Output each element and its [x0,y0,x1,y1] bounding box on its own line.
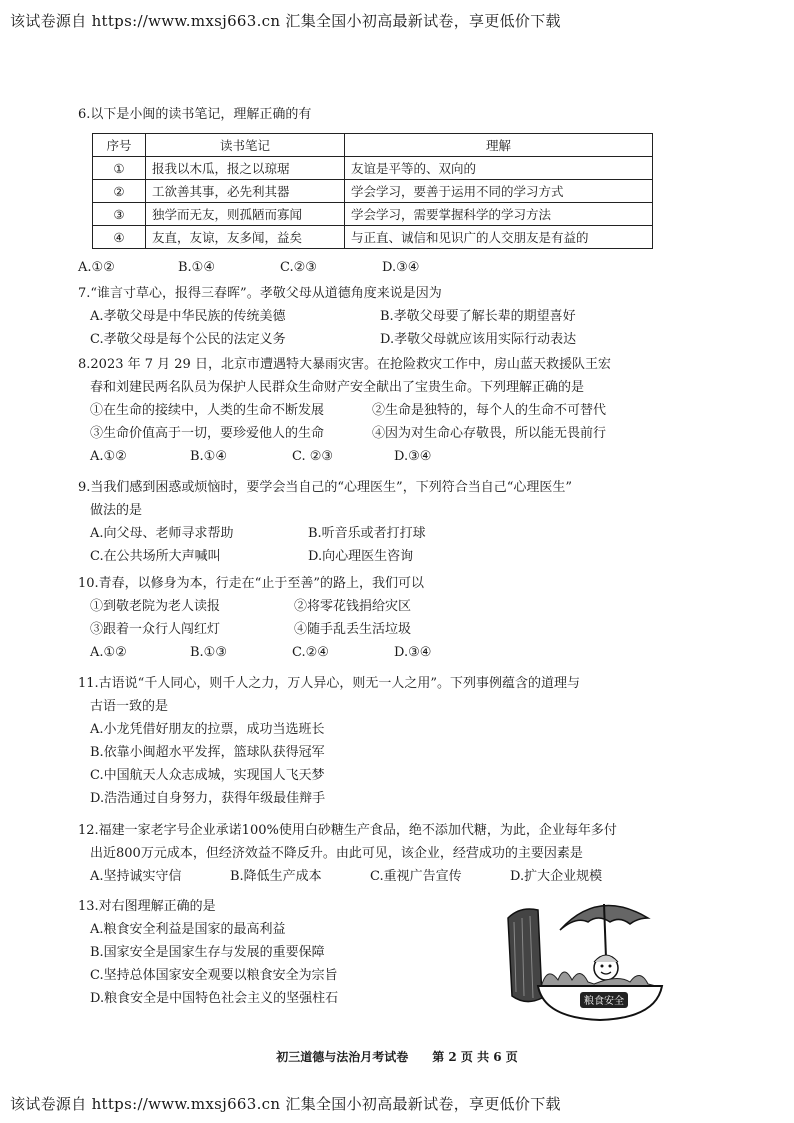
option-a: A.①② [78,260,115,275]
option-a: A.坚持诚实守信 [90,869,182,884]
statement-2: ②生命是独特的，每个人的生命不可替代 [372,403,607,418]
table-row: ④ 友直，友谅，友多闻，益矣 与正直、诚信和见识广的人交朋友是有益的 [93,226,653,249]
option-b: B.①③ [190,645,227,660]
question-10 [78,572,754,664]
option-a: A.孝敬父母是中华民族的传统美德 [90,309,286,324]
table-row: ③ 独学而无友，则孤陋而寡闻 学会学习，需要掌握科学的学习方法 [93,203,653,226]
option-b: B.①④ [190,449,227,464]
header-number: 序号 [93,134,146,157]
option-b: B.降低生产成本 [230,869,322,884]
question-7-stem: 7.“谁言寸草心，报得三春晖”。孝敬父母从道德角度来说是因为 [78,286,442,301]
question-9-stem-line-2: 做法的是 [90,503,143,518]
food-security-cartoon [498,888,668,1028]
option-a: A.粮食安全利益是国家的最高利益 [90,922,286,937]
bowl-label: 粮食安全 [584,996,624,1007]
question-6-stem: 6.以下是小闽的读书笔记，理解正确的有 [78,107,312,122]
question-7 [78,282,754,351]
option-a: A.小龙凭借好朋友的拉票，成功当选班长 [90,722,325,737]
table-row: ① 报我以木瓜，报之以琼琚 友谊是平等的、双向的 [93,157,653,180]
cartoon-drawing [498,888,668,1028]
option-b: B.依靠小闽超水平发挥，篮球队获得冠军 [90,745,325,760]
page-footer: 初三道德与法治月考试卷 第 2 页 共 6 页 [276,1050,518,1064]
question-11-stem-line-2: 古语一致的是 [90,699,169,714]
option-b: B.①④ [178,260,215,275]
option-c: C.中国航天人众志成城，实现国人飞天梦 [90,768,325,783]
question-11 [78,672,754,810]
option-a: A.①② [90,645,127,660]
question-12 [78,819,754,888]
option-c: C. ②③ [292,449,334,464]
statement-4: ④因为对生命心存敬畏，所以能无畏前行 [372,426,607,441]
top-banner: 该试卷源自 https://www.mxsj663.cn 汇集全国小初高最新试卷，享更低价下载 [10,12,561,30]
question-12-stem-line-2: 出近800万元成本，但经济效益不降反升。由此可见，该企业，经营成功的主要因素是 [90,846,583,861]
statement-3: ③生命价值高于一切，要珍爱他人的生命 [90,426,325,441]
question-13 [78,895,494,1010]
table-header-row [93,134,653,157]
statement-1: ①在生命的接续中，人类的生命不断发展 [90,403,325,418]
option-d: D.③④ [382,260,420,275]
statement-1: ①到敬老院为老人读报 [90,599,221,614]
option-b: B.听音乐或者打打球 [308,526,426,541]
question-10-stem: 10.青春，以修身为本，行走在“止于至善”的路上，我们可以 [78,576,424,591]
question-13-stem: 13.对右图理解正确的是 [78,899,216,914]
question-8 [78,353,754,468]
option-d: D.扩大企业规模 [510,869,603,884]
question-12-stem-line-1: 12.福建一家老字号企业承诺100%使用白砂糖生产食品，绝不添加代糖，为此，企业每年多付 [78,823,617,838]
option-d: D.浩浩通过自身努力，获得年级最佳辩手 [90,791,326,806]
reading-notes-table [92,133,653,249]
statement-2: ②将零花钱捐给灾区 [294,599,412,614]
question-9-stem-line-1: 9.当我们感到困惑或烦恼时，要学会当自己的“心理医生”，下列符合当自己“心理医生” [78,480,572,495]
option-a: A.向父母、老师寻求帮助 [90,526,234,541]
option-d: D.向心理医生咨询 [308,549,414,564]
question-11-stem-line-1: 11.古语说“千人同心，则千人之力，万人异心，则无一人之用”。下列事例蕴含的道理与 [78,676,580,691]
header-note: 读书笔记 [146,134,345,157]
question-9 [78,476,754,568]
option-b: B.孝敬父母要了解长辈的期望喜好 [380,309,576,324]
statement-3: ③跟着一众行人闯红灯 [90,622,221,637]
question-6-options [78,256,754,279]
option-d: D.孝敬父母就应该用实际行动表达 [380,332,577,347]
table-row: ② 工欲善其事，必先利其器 学会学习，要善于运用不同的学习方式 [93,180,653,203]
question-8-stem-line-2: 春和刘建民两名队员为保护人民群众生命财产安全献出了宝贵生命。下列理解正确的是 [90,380,585,395]
bottom-banner: 该试卷源自 https://www.mxsj663.cn 汇集全国小初高最新试卷，享更低价下载 [10,1095,561,1113]
option-d: D.③④ [394,449,432,464]
option-c: C.孝敬父母是每个公民的法定义务 [90,332,286,347]
question-8-stem-line-1: 8.2023 年 7 月 29 日，北京市遭遇特大暴雨灾害。在抢险救灾工作中，房山蓝天救援队王宏 [78,357,611,372]
option-c: C.重视广告宣传 [370,869,462,884]
option-c: C.坚持总体国家安全观要以粮食安全为宗旨 [90,968,338,983]
option-d: D.③④ [394,645,432,660]
option-b: B.国家安全是国家生存与发展的重要保障 [90,945,325,960]
option-d: D.粮食安全是中国特色社会主义的坚强柱石 [90,991,339,1006]
statement-4: ④随手乱丢生活垃圾 [294,622,412,637]
header-understanding: 理解 [345,134,653,157]
option-c: C.②④ [292,645,329,660]
option-c: C.②③ [280,260,317,275]
option-a: A.①② [90,449,127,464]
option-c: C.在公共场所大声喊叫 [90,549,221,564]
